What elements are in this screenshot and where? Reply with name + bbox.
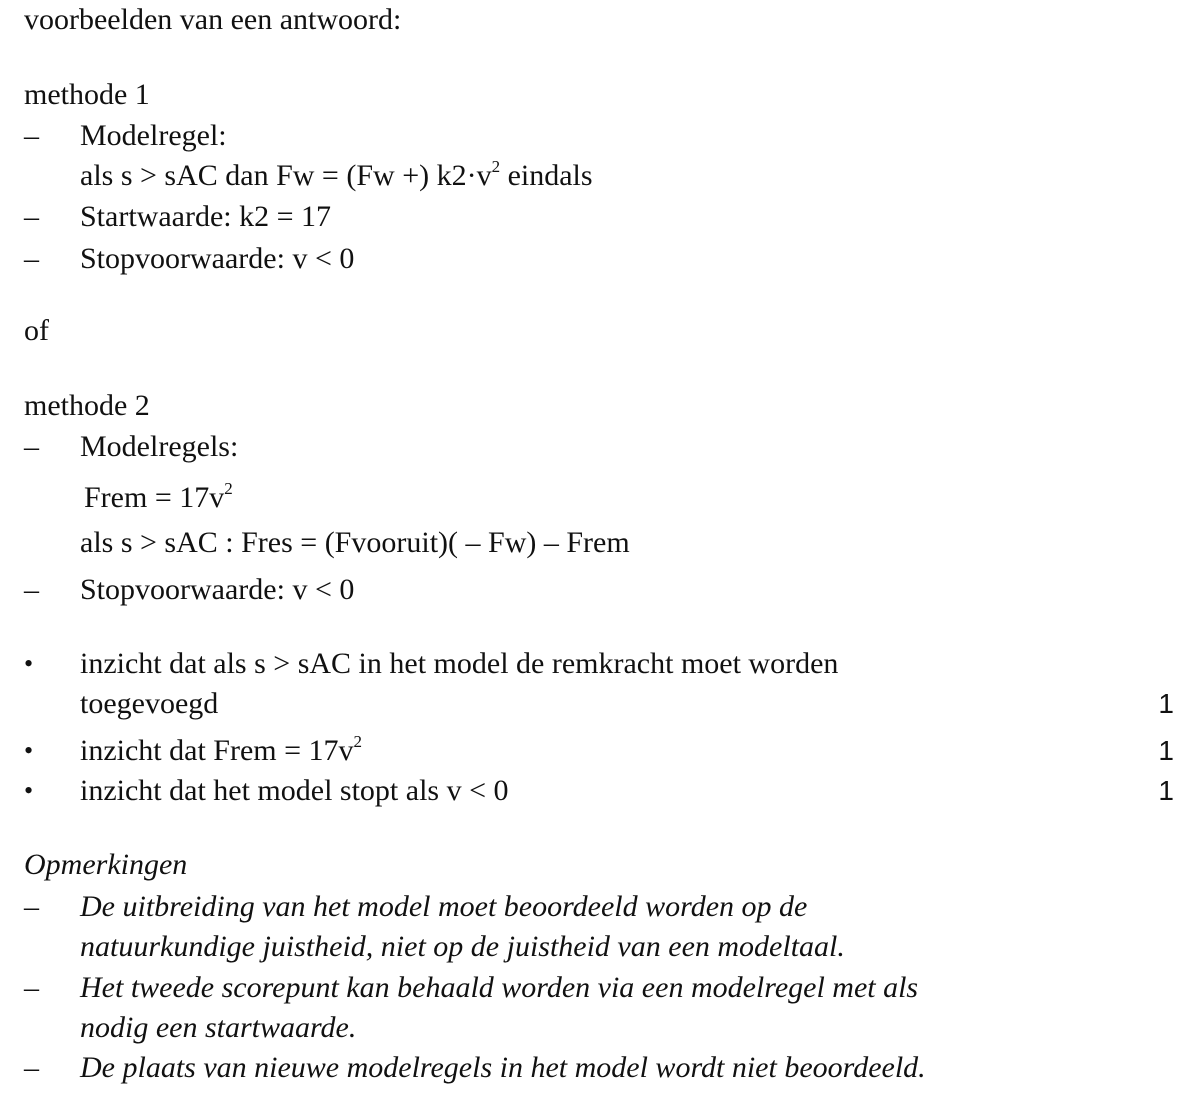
method1-title: methode 1 bbox=[24, 78, 150, 111]
dash-marker: – bbox=[24, 242, 39, 275]
method1-startwaarde: Startwaarde: k2 = 17 bbox=[80, 200, 332, 233]
scoring-item-3-points: 1 bbox=[1158, 775, 1174, 806]
scoring-item-1-points: 1 bbox=[1158, 688, 1174, 719]
frem-formula-base: Frem = 17v bbox=[84, 481, 225, 514]
method1-rule-text: als s > sAC dan Fw = (Fw +) k2·v bbox=[80, 159, 492, 192]
frem-formula-exponent: 2 bbox=[224, 479, 233, 498]
method2-fres-rule: als s > sAC : Fres = (Fvooruit)( – Fw) – Frem bbox=[80, 526, 630, 559]
scoring-item-2-text: inzicht dat Frem = 17v bbox=[80, 734, 354, 767]
dash-marker: – bbox=[24, 119, 39, 152]
remark-2-line1: Het tweede scorepunt kan behaald worden via een modelregel met als bbox=[80, 971, 919, 1004]
dash-marker: – bbox=[24, 1051, 39, 1084]
dash-marker: – bbox=[24, 573, 39, 606]
method1-rule-end: eindals bbox=[500, 159, 593, 192]
remark-3: De plaats van nieuwe modelregels in het model wordt niet beoordeeld. bbox=[80, 1051, 926, 1084]
bullet-marker: • bbox=[24, 736, 34, 765]
scoring-item-2-exponent: 2 bbox=[353, 732, 363, 751]
dash-marker: – bbox=[24, 200, 39, 233]
scoring-item-1-line2: toegevoegd bbox=[80, 687, 219, 720]
method1-stopvoorwaarde: Stopvoorwaarde: v < 0 bbox=[80, 242, 355, 275]
remark-1-line1: De uitbreiding van het model moet beoordeeld worden op de bbox=[80, 890, 808, 923]
scoring-item-2 bbox=[80, 733, 362, 769]
method2-modelregels-label: Modelregels: bbox=[80, 430, 239, 463]
method2-stopvoorwaarde: Stopvoorwaarde: v < 0 bbox=[80, 573, 355, 606]
dash-marker: – bbox=[24, 890, 39, 923]
scoring-item-3: inzicht dat het model stopt als v < 0 bbox=[80, 774, 509, 807]
remark-1-line2: natuurkundige juistheid, niet op de juistheid van een modeltaal. bbox=[80, 930, 845, 963]
scoring-item-1-line1: inzicht dat als s > sAC in het model de remkracht moet worden bbox=[80, 647, 839, 680]
scoring-item-2-points: 1 bbox=[1158, 735, 1174, 766]
method2-frem-formula bbox=[84, 480, 233, 516]
method1-rule-exponent: 2 bbox=[491, 157, 501, 176]
dash-marker: – bbox=[24, 430, 39, 463]
method2-title: methode 2 bbox=[24, 389, 150, 422]
remark-2-line2: nodig een startwaarde. bbox=[80, 1011, 357, 1044]
remarks-title: Opmerkingen bbox=[24, 848, 188, 881]
or-separator: of bbox=[24, 314, 49, 347]
method1-rule bbox=[80, 158, 593, 194]
method1-modelregel-label: Modelregel: bbox=[80, 119, 227, 152]
heading: voorbeelden van een antwoord: bbox=[24, 3, 402, 36]
dash-marker: – bbox=[24, 971, 39, 1004]
bullet-marker: • bbox=[24, 649, 34, 678]
bullet-marker: • bbox=[24, 776, 34, 805]
